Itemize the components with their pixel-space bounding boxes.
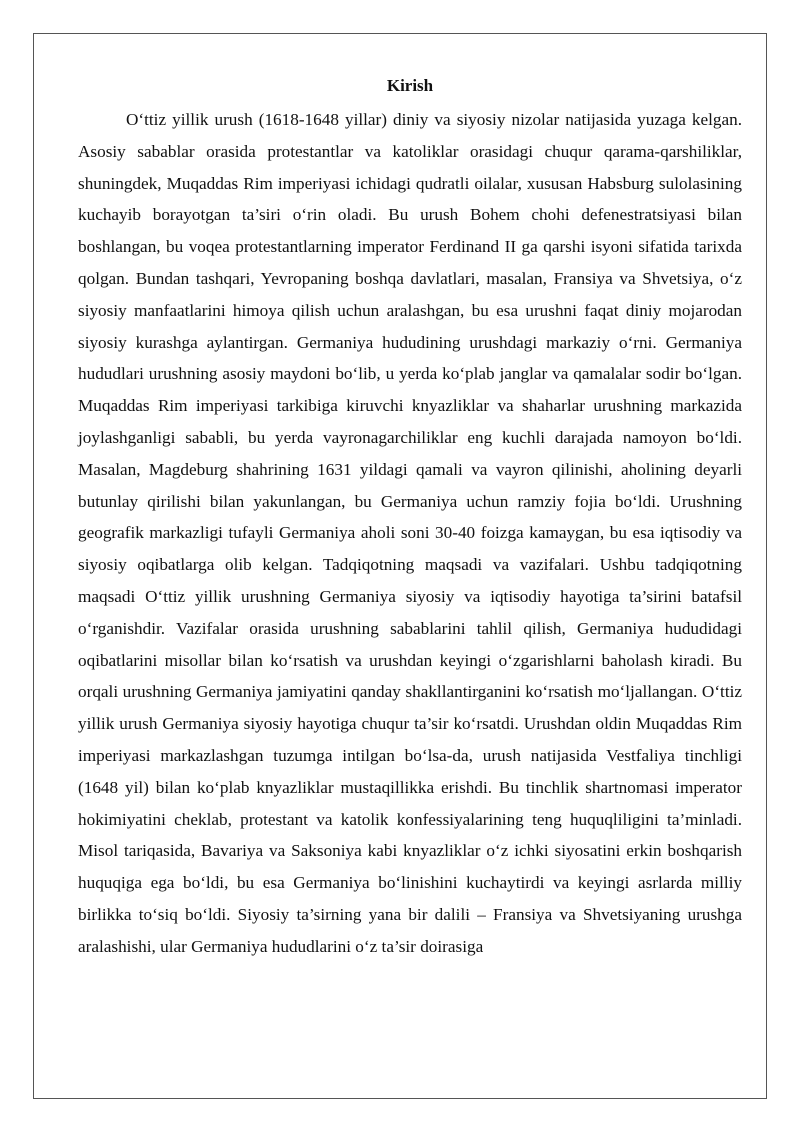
document-body <box>78 74 742 963</box>
page-frame <box>33 33 767 1099</box>
page-title: Kirish <box>386 76 434 95</box>
body-paragraph: O‘ttiz yillik urush (1618-1648 yillar) diniy va siyosiy nizolar natijasida yuzaga kelgan. Asosiy sabablar orasida protestantlar va katoliklar orasidagi chuqur qarama-qarshiliklar, shuningdek, Muqaddas Rim imperiyasi ichidagi qudratli oilalar, xususan Habsburg sulolasining kuchayib borayotgan ta’siri o‘rin oladi. Bu urush Bohem chohi defenestratsiyasi bilan boshlangan, bu voqea protestantlarning imperator Ferdinand II ga qarshi isyoni sifatida tarixda qolgan. Bundan tashqari, Yevropaning boshqa davlatlari, masalan, Fransiya va Shvetsiya, o‘z siyosiy manfaatlarini himoya qilish uchun aralashgan, bu esa urushni faqat diniy mojarodan siyosiy kurashga aylantirgan. Germaniya hududining urushdagi markaziy o‘rni. Germaniya hududlari urushning asosiy maydoni bo‘lib, u yerda ko‘plab janglar va qamalalar sodir bo‘lgan. Muqaddas Rim imperiyasi tarkibiga kiruvchi knyazliklar va shaharlar urushning markazida joylashganligi sababli, bu yerda vayronagarchiliklar eng kuchli darajada namoyon bo‘ldi. Masalan, Magdeburg shahrining 1631 yildagi qamali va vayron qilinishi, aholining deyarli butunlay qirilishi bilan yakunlangan, bu Germaniya uchun ramziy fojia bo‘ldi. Urushning geografik markazligi tufayli Germaniya aholi soni 30-40 foizga kamaygan, bu esa iqtisodiy va siyosiy oqibatlarga olib kelgan. Tadqiqotning maqsadi va vazifalari. Ushbu tadqiqotning maqsadi O‘ttiz yillik urushning Germaniya siyosiy va iqtisodiy hayotiga ta’sirini batafsil o‘rganishdir. Vazifalar orasida urushning sabablarini tahlil qilish, Germaniya hududidagi oqibatlarini misollar bilan ko‘rsatish va urushdan keyingi o‘zgarishlarni baholash kiradi. Bu orqali urushning Germaniya jamiyatini qanday shakllantirganini ko‘rsatish mo‘ljallangan. O‘ttiz yillik urush Germaniya siyosiy hayotiga chuqur ta’sir ko‘rsatdi. Urushdan oldin Muqaddas Rim imperiyasi markazlashgan tuzumga intilgan bo‘lsa-da, urush natijasida Vestfaliya tinchligi (1648 yil) bilan ko‘plab knyazliklar mustaqillikka erishdi. Bu tinchlik shartnomasi imperator hokimiyatini cheklab, protestant va katolik konfessiyalarining teng huquqliligini ta’minladi. Misol tariqasida, Bavariya va Saksoniya kabi knyazliklar o‘z ichki siyosatini erkin boshqarish huquqiga ega bo‘ldi, bu esa Germaniya bo‘linishini kuchaytirdi va keyingi asrlarda milliy birlikka to‘siq bo‘ldi. Siyosiy ta’sirning yana bir dalili – Fransiya va Shvetsiyaning urushga aralashishi, ular Germaniya hududlarini o‘z ta’sir doirasiga <box>78 110 742 956</box>
